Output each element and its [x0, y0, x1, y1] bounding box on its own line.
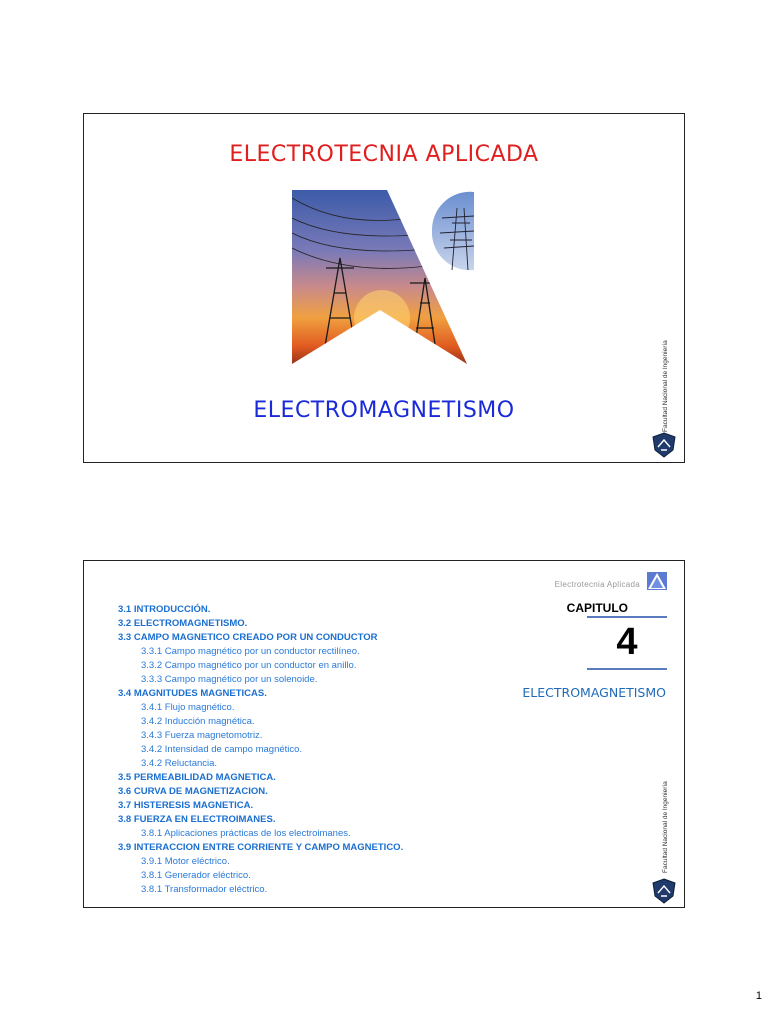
table-of-contents [118, 603, 403, 897]
cover-slide [83, 113, 685, 463]
toc-subsection: 3.8.1 Generador eléctrico. [141, 870, 251, 881]
toc-subsection: 3.4.1 Flujo magnético. [141, 702, 235, 713]
chapter-divider [587, 616, 667, 618]
chapter-subtitle: ELECTROMAGNETISMO [522, 685, 666, 700]
toc-section: 3.3 CAMPO MAGNETICO CREADO POR UN CONDUCTOR [118, 632, 378, 643]
faculty-side-text: Facultad Nacional de Ingeniería [662, 340, 669, 432]
toc-section: 3.8 FUERZA EN ELECTROIMANES. [118, 814, 276, 825]
toc-subsection: 3.9.1 Motor eléctrico. [141, 856, 230, 867]
toc-section: 3.7 HISTERESIS MAGNETICA. [118, 800, 254, 811]
page-number: 1 [755, 990, 762, 1002]
toc-subsection: 3.3.1 Campo magnético por un conductor rectilíneo. [141, 646, 360, 657]
chapter-label: CAPITULO [566, 601, 628, 615]
faculty-shield-icon [652, 878, 676, 904]
toc-section: 3.2 ELECTROMAGNETISMO. [118, 618, 248, 629]
toc-subsection: 3.4.3 Fuerza magnetomotriz. [141, 730, 263, 741]
slide-header: Electrotecnia Aplicada [554, 580, 640, 589]
toc-section: 3.6 CURVA DE MAGNETIZACION. [118, 786, 268, 797]
toc-subsection: 3.4.2 Inducción magnética. [141, 716, 255, 727]
chapter-title: ELECTROMAGNETISMO [253, 398, 515, 423]
toc-subsection: 3.3.2 Campo magnético por un conductor en anillo. [141, 660, 357, 671]
toc-subsection: 3.4.2 Reluctancia. [141, 758, 218, 769]
chapter-number: 4 [616, 621, 638, 663]
chapter-divider [587, 668, 667, 670]
faculty-shield-icon [652, 432, 676, 458]
toc-section: 3.4 MAGNITUDES MAGNETICAS. [118, 688, 267, 699]
power-lines-logo [292, 188, 474, 368]
toc-subsection: 3.3.3 Campo magnético por un solenoide. [141, 674, 318, 685]
course-title: ELECTROTECNIA APLICADA [229, 142, 539, 167]
toc-section: 3.1 INTRODUCCIÓN. [118, 604, 211, 615]
toc-subsection: 3.8.1 Transformador eléctrico. [141, 884, 268, 895]
toc-subsection: 3.8.1 Aplicaciones prácticas de los electroimanes. [141, 828, 351, 839]
contents-slide [83, 560, 685, 908]
toc-subsection: 3.4.2 Intensidad de campo magnético. [141, 744, 303, 755]
toc-section: 3.9 INTERACCION ENTRE CORRIENTE Y CAMPO MAGNETICO. [118, 842, 404, 853]
faculty-side-text: Facultad Nacional de Ingeniería [662, 781, 669, 873]
course-logo-icon [647, 572, 667, 590]
toc-section: 3.5 PERMEABILIDAD MAGNETICA. [118, 772, 276, 783]
